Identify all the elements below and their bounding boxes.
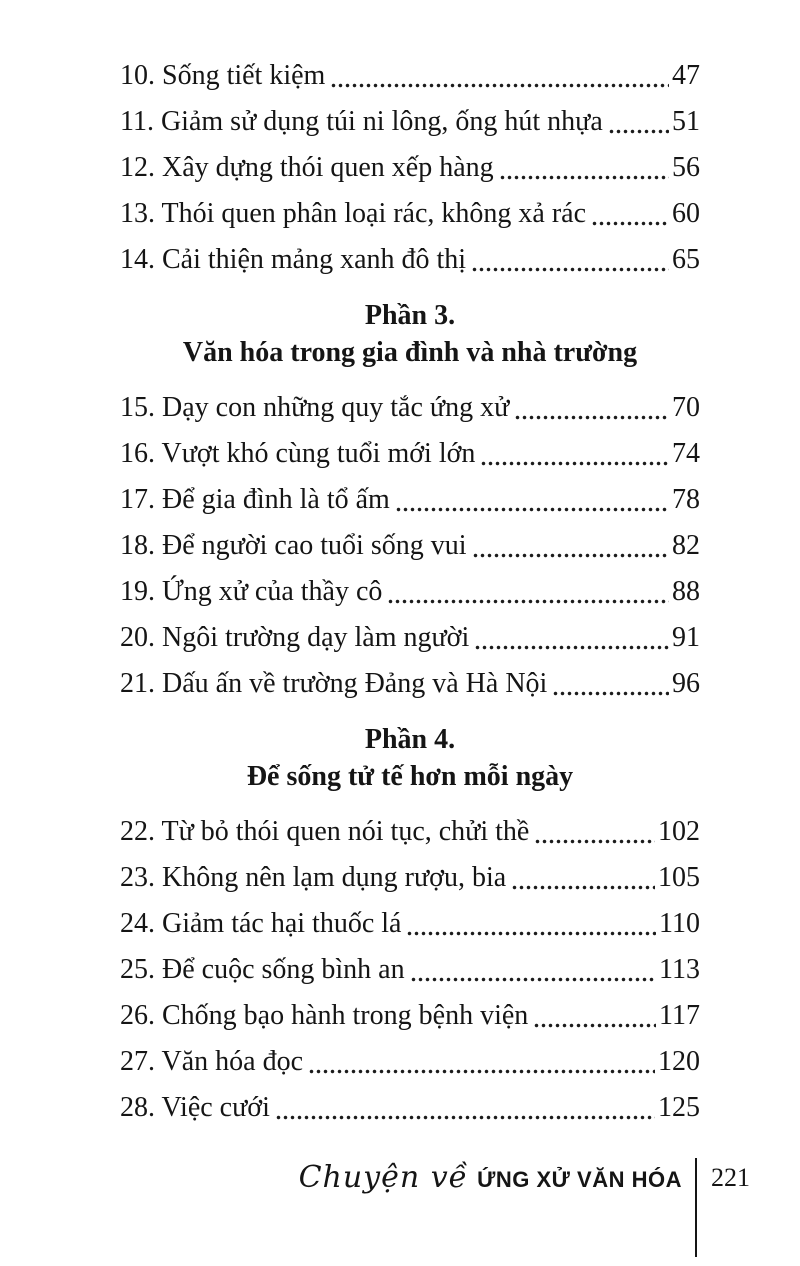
toc-entry	[120, 809, 700, 855]
dot-leader	[406, 929, 656, 937]
toc-entry-page-number: 102	[658, 816, 700, 847]
toc-entry	[120, 993, 700, 1039]
toc-entry-page-number: 65	[672, 244, 700, 275]
footer-series-title	[299, 1160, 682, 1195]
toc-entry-label: 27. Văn hóa đọc	[120, 1046, 303, 1077]
dot-leader	[480, 459, 669, 467]
dot-leader	[591, 219, 669, 227]
toc-entry-label: 18. Để người cao tuổi sống vui	[120, 530, 467, 561]
dot-leader	[308, 1067, 655, 1075]
toc-entry	[120, 237, 700, 283]
toc-entry-label: 14. Cải thiện mảng xanh đô thị	[120, 244, 467, 275]
toc-entry-label: 21. Dấu ấn về trường Đảng và Hà Nội	[120, 668, 548, 699]
table-of-contents	[120, 53, 700, 1131]
toc-entry-label: 28. Việc cưới	[120, 1092, 270, 1123]
section-heading-phan-4	[120, 723, 700, 797]
toc-entry-label: 24. Giảm tác hại thuốc lá	[120, 908, 402, 939]
series-script-text: Chuyện về	[298, 1160, 469, 1195]
toc-entry-page-number: 51	[672, 106, 700, 137]
toc-entry-label: 25. Để cuộc sống bình an	[120, 954, 405, 985]
toc-entry-label: 11. Giảm sử dụng túi ni lông, ống hút nhựa	[120, 106, 603, 137]
toc-entry	[120, 191, 700, 237]
toc-entry-label: 10. Sống tiết kiệm	[120, 60, 326, 91]
dot-leader	[511, 883, 655, 891]
dot-leader	[534, 837, 655, 845]
toc-entry-label: 12. Xây dựng thói quen xếp hàng	[120, 152, 494, 183]
book-page-number: 221	[711, 1163, 750, 1192]
section-part-label: Phần 4.	[364, 724, 456, 755]
dot-leader	[533, 1021, 656, 1029]
toc-entry-page-number: 120	[658, 1046, 700, 1077]
toc-entry	[120, 1039, 700, 1085]
toc-entry-page-number: 60	[672, 198, 700, 229]
toc-entry	[120, 145, 700, 191]
toc-entry-label: 20. Ngôi trường dạy làm người	[120, 622, 470, 653]
series-bold-text: ỨNG XỬ VĂN HÓA	[477, 1167, 682, 1192]
toc-entry	[120, 99, 700, 145]
dot-leader	[410, 975, 656, 983]
dot-leader	[499, 173, 669, 181]
toc-entry-page-number: 47	[672, 60, 700, 91]
toc-entry-label: 16. Vượt khó cùng tuổi mới lớn	[120, 438, 476, 469]
toc-entry-label: 17. Để gia đình là tổ ấm	[120, 484, 390, 515]
section-title: Văn hóa trong gia đình và nhà trường	[182, 337, 638, 368]
toc-entry-page-number: 96	[672, 668, 700, 699]
toc-entry	[120, 947, 700, 993]
footer-divider-line	[695, 1158, 697, 1257]
toc-entry-page-number: 105	[658, 862, 700, 893]
section-heading-phan-3	[120, 299, 700, 373]
toc-entry-page-number: 70	[672, 392, 700, 423]
toc-entry-page-number: 91	[672, 622, 700, 653]
dot-leader	[608, 127, 669, 135]
toc-entry-label: 15. Dạy con những quy tắc ứng xử	[120, 392, 510, 423]
toc-entry-page-number: 82	[672, 530, 700, 561]
section-part-label: Phần 3.	[364, 300, 456, 331]
dot-leader	[275, 1113, 655, 1121]
toc-entry-page-number: 78	[672, 484, 700, 515]
dot-leader	[552, 689, 669, 697]
toc-entry	[120, 615, 700, 661]
toc-entry-page-number: 74	[672, 438, 700, 469]
dot-leader	[387, 597, 669, 605]
toc-entry	[120, 53, 700, 99]
toc-entry-label: 13. Thói quen phân loại rác, không xả rác	[120, 198, 587, 229]
toc-entry-label: 22. Từ bỏ thói quen nói tục, chửi thề	[120, 816, 530, 847]
dot-leader	[471, 265, 669, 273]
toc-entry-label: 26. Chống bạo hành trong bệnh viện	[120, 1000, 529, 1031]
toc-entry	[120, 569, 700, 615]
toc-entry-page-number: 110	[659, 908, 700, 939]
toc-entry	[120, 1085, 700, 1131]
dot-leader	[474, 643, 669, 651]
toc-entry-label: 19. Ứng xử của thầy cô	[120, 576, 383, 607]
toc-entry-page-number: 56	[672, 152, 700, 183]
dot-leader	[514, 413, 669, 421]
toc-entry-label: 23. Không nên lạm dụng rượu, bia	[120, 862, 507, 893]
toc-entry-page-number: 117	[659, 1000, 700, 1031]
toc-entry	[120, 855, 700, 901]
toc-entry-page-number: 88	[672, 576, 700, 607]
toc-entry	[120, 661, 700, 707]
toc-entry	[120, 431, 700, 477]
section-title: Để sống tử tế hơn mỗi ngày	[246, 761, 574, 792]
dot-leader	[395, 505, 669, 513]
toc-entry	[120, 385, 700, 431]
toc-entry	[120, 523, 700, 569]
toc-entry-page-number: 125	[658, 1092, 700, 1123]
toc-entry	[120, 901, 700, 947]
dot-leader	[472, 551, 670, 559]
toc-entry	[120, 477, 700, 523]
dot-leader	[330, 81, 669, 89]
toc-entry-page-number: 113	[659, 954, 700, 985]
